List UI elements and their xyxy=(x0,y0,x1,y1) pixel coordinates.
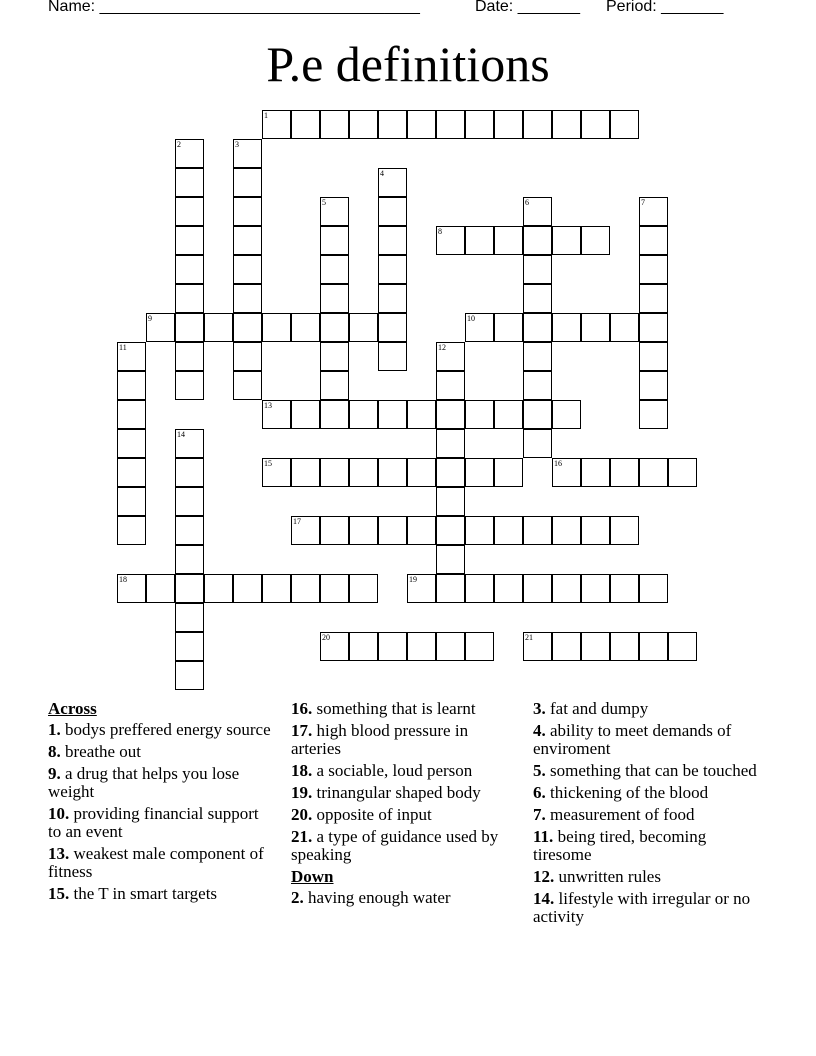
crossword-cell[interactable] xyxy=(581,574,610,603)
crossword-cell[interactable] xyxy=(436,516,465,545)
crossword-cell[interactable] xyxy=(349,458,378,487)
clue-number: 11. xyxy=(533,827,554,846)
crossword-cell[interactable] xyxy=(581,516,610,545)
crossword-cell[interactable] xyxy=(639,632,668,661)
crossword-cell[interactable] xyxy=(436,458,465,487)
crossword-cell[interactable] xyxy=(233,574,262,603)
crossword-cell[interactable] xyxy=(378,284,407,313)
crossword-cell[interactable] xyxy=(407,458,436,487)
down-heading: Down xyxy=(291,867,334,886)
clue-item xyxy=(291,762,519,780)
cell-number: 17 xyxy=(293,517,301,526)
crossword-cell[interactable] xyxy=(639,342,668,371)
crossword-cell[interactable] xyxy=(378,168,407,197)
crossword-cell[interactable] xyxy=(552,458,581,487)
cell-number: 13 xyxy=(264,401,272,410)
clue-text: the T in smart targets xyxy=(73,884,218,903)
crossword-cell[interactable] xyxy=(204,574,233,603)
crossword-cell[interactable] xyxy=(175,139,204,168)
crossword-cell[interactable] xyxy=(639,226,668,255)
crossword-cell[interactable] xyxy=(610,110,639,139)
crossword-cell[interactable] xyxy=(175,168,204,197)
crossword-cell[interactable] xyxy=(349,400,378,429)
crossword-cell[interactable] xyxy=(610,516,639,545)
across-heading: Across xyxy=(48,699,97,718)
crossword-cell[interactable] xyxy=(523,226,552,255)
clue-text: something that is learnt xyxy=(316,699,476,718)
crossword-cell[interactable] xyxy=(552,574,581,603)
crossword-cell[interactable] xyxy=(494,313,523,342)
crossword-cell[interactable] xyxy=(668,632,697,661)
clue-number: 19. xyxy=(291,783,313,802)
crossword-cell[interactable] xyxy=(146,313,175,342)
clue-number: 10. xyxy=(48,804,70,823)
period-label: Period: xyxy=(606,0,657,15)
crossword-cell[interactable] xyxy=(320,342,349,371)
clue-item xyxy=(533,700,763,718)
clue-item xyxy=(533,784,763,802)
crossword-cell[interactable] xyxy=(175,429,204,458)
crossword-cell[interactable] xyxy=(117,400,146,429)
clue-item xyxy=(48,743,273,761)
clue-text: measurement of food xyxy=(550,805,695,824)
crossword-cell[interactable] xyxy=(465,400,494,429)
crossword-cell[interactable] xyxy=(262,400,291,429)
clue-number: 14. xyxy=(533,889,555,908)
crossword-cell[interactable] xyxy=(320,255,349,284)
crossword-cell[interactable] xyxy=(175,313,204,342)
crossword-cell[interactable] xyxy=(581,458,610,487)
crossword-cell[interactable] xyxy=(349,632,378,661)
cell-number: 12 xyxy=(438,343,446,352)
crossword-cell[interactable] xyxy=(639,371,668,400)
clue-text: high blood pressure in arteries xyxy=(291,721,469,758)
clue-item xyxy=(48,805,273,841)
crossword-cell[interactable] xyxy=(581,632,610,661)
clue-number: 7. xyxy=(533,805,546,824)
crossword-cell[interactable] xyxy=(407,574,436,603)
clue-text: thickening of the blood xyxy=(550,783,709,802)
cell-number: 8 xyxy=(438,227,442,236)
clue-text: fat and dumpy xyxy=(550,699,649,718)
cell-number: 10 xyxy=(467,314,475,323)
clue-text: being tired, becoming tiresome xyxy=(533,827,707,864)
crossword-cell[interactable] xyxy=(233,226,262,255)
crossword-cell[interactable] xyxy=(378,516,407,545)
crossword-cell[interactable] xyxy=(378,400,407,429)
crossword-cell[interactable] xyxy=(175,487,204,516)
crossword-cell[interactable] xyxy=(436,400,465,429)
crossword-cell[interactable] xyxy=(233,371,262,400)
crossword-cell[interactable] xyxy=(349,574,378,603)
crossword-cell[interactable] xyxy=(494,458,523,487)
clue-number: 17. xyxy=(291,721,313,740)
crossword-cell[interactable] xyxy=(233,197,262,226)
crossword-cell[interactable] xyxy=(523,110,552,139)
crossword-cell[interactable] xyxy=(117,342,146,371)
crossword-cell[interactable] xyxy=(204,313,233,342)
crossword-cell[interactable] xyxy=(581,313,610,342)
crossword-cell[interactable] xyxy=(320,371,349,400)
clue-text: trinangular shaped body xyxy=(316,783,481,802)
crossword-cell[interactable] xyxy=(291,110,320,139)
crossword-cell[interactable] xyxy=(233,168,262,197)
clue-item xyxy=(533,828,763,864)
period-line[interactable]: _______ xyxy=(661,0,724,15)
crossword-cell[interactable] xyxy=(320,458,349,487)
crossword-cell[interactable] xyxy=(175,255,204,284)
crossword-cell[interactable] xyxy=(378,458,407,487)
clue-item xyxy=(291,784,519,802)
clues-column-3 xyxy=(533,700,763,930)
crossword-cell[interactable] xyxy=(523,632,552,661)
crossword-cell[interactable] xyxy=(494,110,523,139)
crossword-cell[interactable] xyxy=(465,516,494,545)
clue-item xyxy=(533,806,763,824)
crossword-cell[interactable] xyxy=(581,110,610,139)
clue-number: 12. xyxy=(533,867,555,886)
crossword-cell[interactable] xyxy=(233,342,262,371)
clue-number: 21. xyxy=(291,827,313,846)
clue-item xyxy=(291,828,519,864)
cell-number: 1 xyxy=(264,111,268,120)
crossword-cell[interactable] xyxy=(175,632,204,661)
crossword-cell[interactable] xyxy=(320,226,349,255)
clue-number: 6. xyxy=(533,783,546,802)
crossword-cell[interactable] xyxy=(523,255,552,284)
crossword-cell[interactable] xyxy=(552,400,581,429)
crossword-cell[interactable] xyxy=(494,226,523,255)
cell-number: 20 xyxy=(322,633,330,642)
crossword-cell[interactable] xyxy=(407,516,436,545)
crossword-cell[interactable] xyxy=(175,574,204,603)
crossword-cell[interactable] xyxy=(436,429,465,458)
clue-text: ability to meet demands of enviroment xyxy=(533,721,732,758)
crossword-cell[interactable] xyxy=(465,313,494,342)
crossword-cell[interactable] xyxy=(233,139,262,168)
crossword-cell[interactable] xyxy=(117,458,146,487)
crossword-cell[interactable] xyxy=(465,632,494,661)
crossword-cell[interactable] xyxy=(523,574,552,603)
clue-item xyxy=(533,722,763,758)
clue-text: a type of guidance used by speaking xyxy=(291,827,499,864)
crossword-cell[interactable] xyxy=(175,284,204,313)
clue-item xyxy=(291,806,519,824)
crossword-cell[interactable] xyxy=(117,516,146,545)
clue-text: something that can be touched xyxy=(550,761,757,780)
crossword-cell[interactable] xyxy=(291,574,320,603)
clue-number: 9. xyxy=(48,764,61,783)
crossword-cell[interactable] xyxy=(407,110,436,139)
crossword-cell[interactable] xyxy=(291,516,320,545)
crossword-cell[interactable] xyxy=(639,458,668,487)
crossword-cell[interactable] xyxy=(175,342,204,371)
crossword-cell[interactable] xyxy=(262,574,291,603)
crossword-cell[interactable] xyxy=(117,371,146,400)
crossword-cell[interactable] xyxy=(291,313,320,342)
name-line[interactable]: ____________________________________ xyxy=(99,0,420,15)
crossword-cell[interactable] xyxy=(465,226,494,255)
clue-item xyxy=(291,889,519,907)
crossword-cell[interactable] xyxy=(175,371,204,400)
clue-item xyxy=(48,765,273,801)
cell-number: 5 xyxy=(322,198,326,207)
crossword-cell[interactable] xyxy=(175,226,204,255)
cell-number: 21 xyxy=(525,633,533,642)
clue-number: 16. xyxy=(291,699,313,718)
clue-text: providing financial support to an event xyxy=(48,804,259,841)
clue-item xyxy=(48,885,273,903)
clues-column-2 xyxy=(291,700,519,911)
crossword-cell[interactable] xyxy=(552,313,581,342)
cell-number: 4 xyxy=(380,169,384,178)
date-line[interactable]: _______ xyxy=(517,0,580,15)
clue-text: opposite of input xyxy=(316,805,432,824)
cell-number: 3 xyxy=(235,140,239,149)
clue-number: 5. xyxy=(533,761,546,780)
page-title: P.e definitions xyxy=(266,36,550,92)
clue-number: 4. xyxy=(533,721,546,740)
cell-number: 14 xyxy=(177,430,185,439)
down-clue-list-continued xyxy=(533,700,763,926)
clue-item xyxy=(291,722,519,758)
cell-number: 2 xyxy=(177,140,181,149)
crossword-cell[interactable] xyxy=(668,458,697,487)
crossword-cell[interactable] xyxy=(378,226,407,255)
crossword-cell[interactable] xyxy=(146,574,175,603)
crossword-cell[interactable] xyxy=(639,400,668,429)
crossword-cell[interactable] xyxy=(233,284,262,313)
crossword-cell[interactable] xyxy=(639,313,668,342)
crossword-cell[interactable] xyxy=(175,661,204,690)
crossword-cell[interactable] xyxy=(262,458,291,487)
crossword-cell[interactable] xyxy=(639,574,668,603)
crossword-cell[interactable] xyxy=(610,458,639,487)
across-clue-list-continued xyxy=(291,700,519,864)
clue-item xyxy=(291,700,519,718)
crossword-cell[interactable] xyxy=(320,400,349,429)
crossword-cell[interactable] xyxy=(436,342,465,371)
clue-item xyxy=(533,868,763,886)
clue-number: 8. xyxy=(48,742,61,761)
clue-number: 3. xyxy=(533,699,546,718)
crossword-cell[interactable] xyxy=(320,574,349,603)
crossword-cell[interactable] xyxy=(436,487,465,516)
clue-text: a sociable, loud person xyxy=(316,761,473,780)
cell-number: 11 xyxy=(119,343,127,352)
crossword-cell[interactable] xyxy=(552,110,581,139)
crossword-cell[interactable] xyxy=(523,516,552,545)
clue-text: lifestyle with irregular or no activity xyxy=(533,889,751,926)
clue-item xyxy=(48,845,273,881)
crossword-cell[interactable] xyxy=(349,516,378,545)
cell-number: 16 xyxy=(554,459,562,468)
crossword-cell[interactable] xyxy=(320,632,349,661)
cell-number: 9 xyxy=(148,314,152,323)
crossword-cell[interactable] xyxy=(639,255,668,284)
crossword-cell[interactable] xyxy=(523,429,552,458)
crossword-cell[interactable] xyxy=(320,284,349,313)
crossword-cell[interactable] xyxy=(436,632,465,661)
crossword-cell[interactable] xyxy=(494,400,523,429)
clues-column-1 xyxy=(48,700,273,907)
crossword-cell[interactable] xyxy=(581,226,610,255)
crossword-cell[interactable] xyxy=(378,342,407,371)
crossword-cell[interactable] xyxy=(349,313,378,342)
crossword-cell[interactable] xyxy=(407,632,436,661)
crossword-cell[interactable] xyxy=(320,516,349,545)
crossword-cell[interactable] xyxy=(436,226,465,255)
crossword-cell[interactable] xyxy=(494,516,523,545)
crossword-cell[interactable] xyxy=(436,545,465,574)
cell-number: 19 xyxy=(409,575,417,584)
crossword-cell[interactable] xyxy=(233,255,262,284)
crossword-cell[interactable] xyxy=(262,110,291,139)
crossword-cell[interactable] xyxy=(610,632,639,661)
cell-number: 7 xyxy=(641,198,645,207)
crossword-cell[interactable] xyxy=(175,603,204,632)
crossword-cell[interactable] xyxy=(320,313,349,342)
crossword-cell[interactable] xyxy=(552,226,581,255)
crossword-cell[interactable] xyxy=(117,429,146,458)
crossword-cell[interactable] xyxy=(175,458,204,487)
period-field[interactable] xyxy=(606,0,723,16)
crossword-cell[interactable] xyxy=(523,371,552,400)
crossword-cell[interactable] xyxy=(291,458,320,487)
crossword-cell[interactable] xyxy=(465,110,494,139)
clue-number: 1. xyxy=(48,720,61,739)
clue-text: bodys preffered energy source xyxy=(65,720,271,739)
crossword-cell[interactable] xyxy=(378,313,407,342)
crossword-cell[interactable] xyxy=(378,197,407,226)
crossword-cell[interactable] xyxy=(523,284,552,313)
crossword-cell[interactable] xyxy=(378,255,407,284)
crossword-cell[interactable] xyxy=(407,400,436,429)
crossword-cell[interactable] xyxy=(320,110,349,139)
clue-text: having enough water xyxy=(308,888,451,907)
crossword-cell[interactable] xyxy=(291,400,320,429)
clue-item xyxy=(533,890,763,926)
crossword-cell[interactable] xyxy=(378,632,407,661)
clue-text: weakest male component of fitness xyxy=(48,844,264,881)
crossword-cell[interactable] xyxy=(523,342,552,371)
cell-number: 6 xyxy=(525,198,529,207)
crossword-cell[interactable] xyxy=(523,197,552,226)
clue-item xyxy=(48,721,273,739)
date-field[interactable] xyxy=(475,0,580,16)
cell-number: 15 xyxy=(264,459,272,468)
crossword-cell[interactable] xyxy=(378,110,407,139)
crossword-cell[interactable] xyxy=(639,197,668,226)
crossword-cell[interactable] xyxy=(175,545,204,574)
crossword-cell[interactable] xyxy=(349,110,378,139)
crossword-cell[interactable] xyxy=(436,371,465,400)
crossword-cell[interactable] xyxy=(523,400,552,429)
down-clue-list xyxy=(291,889,519,907)
crossword-cell[interactable] xyxy=(117,574,146,603)
across-clue-list xyxy=(48,721,273,903)
crossword-cell[interactable] xyxy=(639,284,668,313)
name-field[interactable] xyxy=(48,0,420,16)
clue-item xyxy=(533,762,763,780)
clue-number: 2. xyxy=(291,888,304,907)
cell-number: 18 xyxy=(119,575,127,584)
crossword-cell[interactable] xyxy=(117,487,146,516)
crossword-cell[interactable] xyxy=(262,313,291,342)
crossword-cell[interactable] xyxy=(552,632,581,661)
clue-number: 18. xyxy=(291,761,313,780)
crossword-cell[interactable] xyxy=(233,313,262,342)
clue-number: 15. xyxy=(48,884,70,903)
crossword-cell[interactable] xyxy=(436,110,465,139)
crossword-cell[interactable] xyxy=(610,574,639,603)
clue-text: breathe out xyxy=(65,742,141,761)
crossword-cell[interactable] xyxy=(436,574,465,603)
crossword-cell[interactable] xyxy=(465,574,494,603)
clue-text: a drug that helps you lose weight xyxy=(48,764,240,801)
clue-number: 13. xyxy=(48,844,70,863)
crossword-cell[interactable] xyxy=(175,197,204,226)
crossword-cell[interactable] xyxy=(465,458,494,487)
crossword-cell[interactable] xyxy=(610,313,639,342)
date-label: Date: xyxy=(475,0,514,15)
crossword-cell[interactable] xyxy=(523,313,552,342)
crossword-cell[interactable] xyxy=(494,574,523,603)
crossword-cell[interactable] xyxy=(320,197,349,226)
crossword-cell[interactable] xyxy=(175,516,204,545)
clue-text: unwritten rules xyxy=(558,867,661,886)
name-label: Name: xyxy=(48,0,96,15)
clue-number: 20. xyxy=(291,805,313,824)
crossword-cell[interactable] xyxy=(552,516,581,545)
